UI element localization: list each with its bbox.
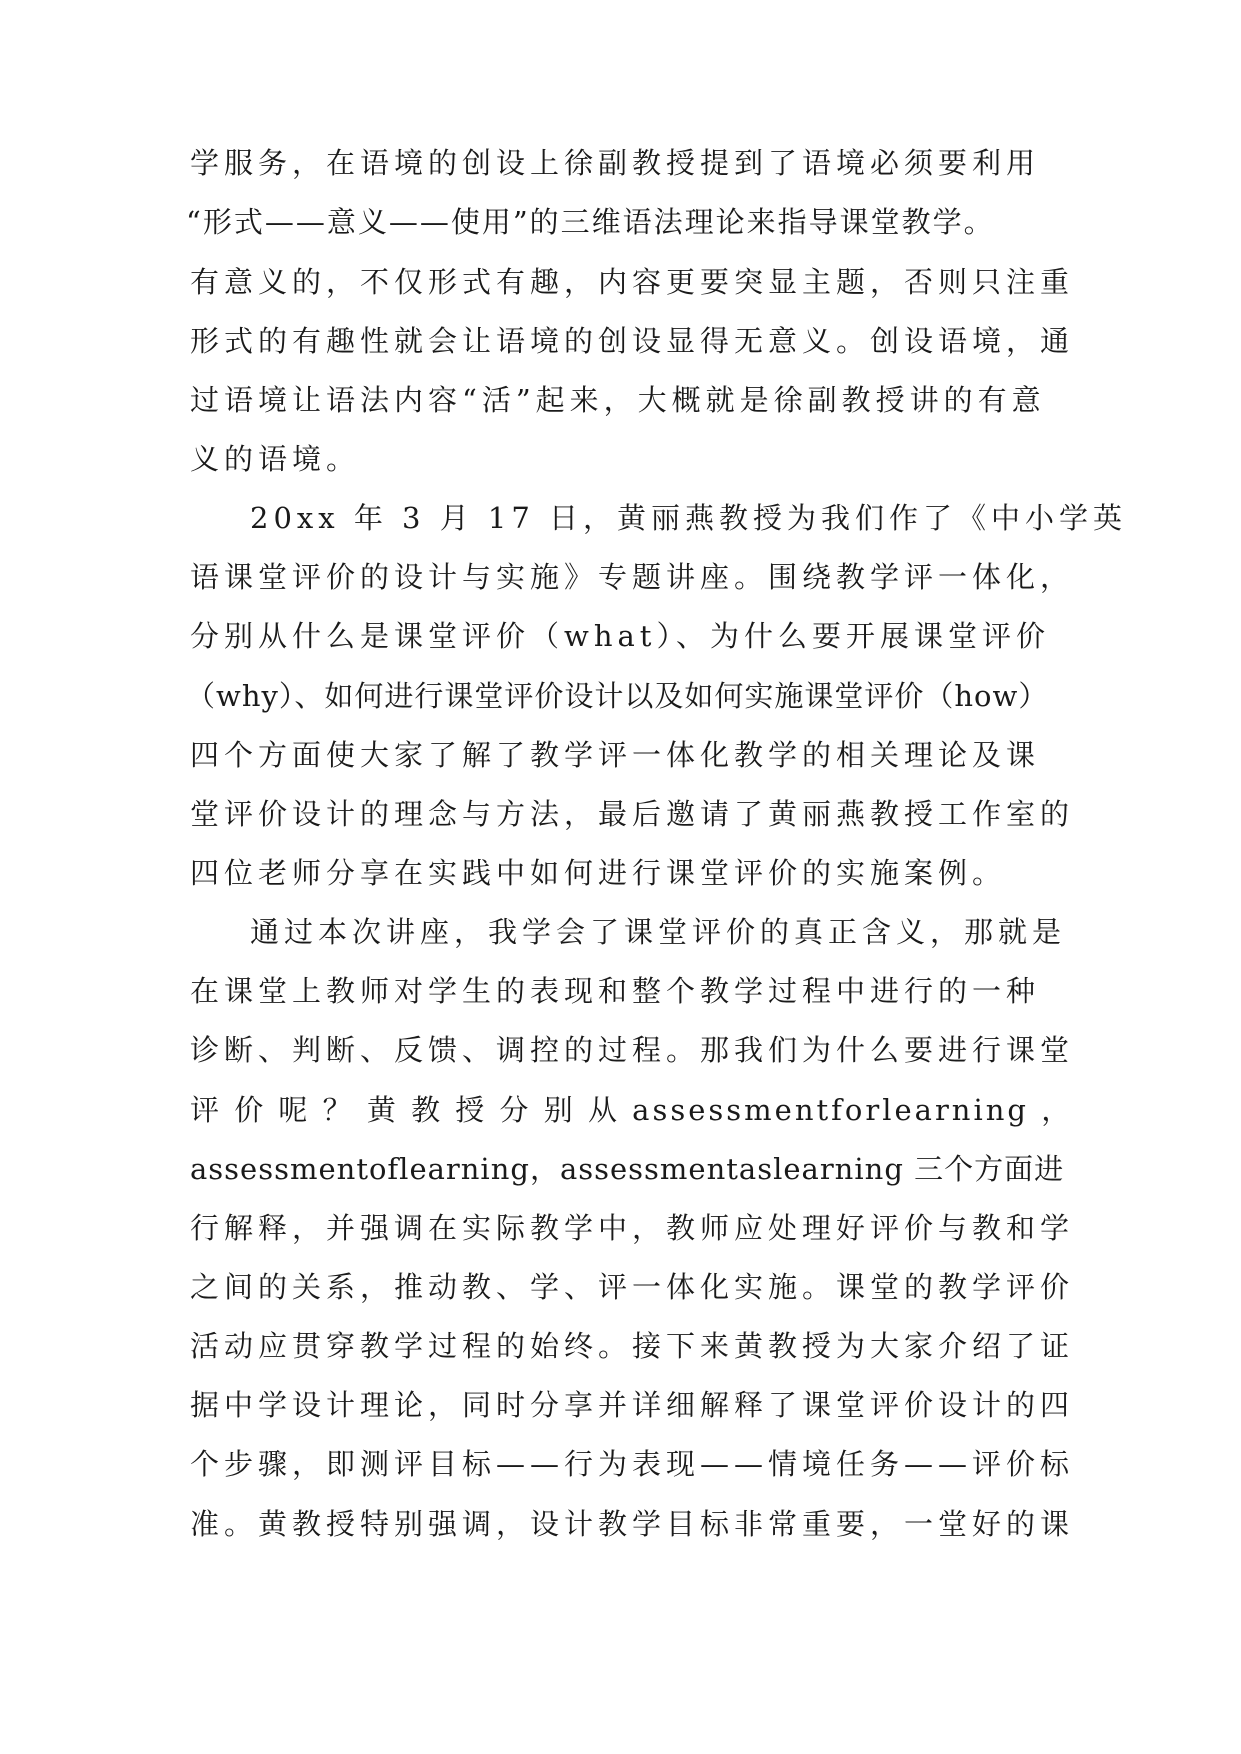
text-line-6: 义的语境。 [190,442,361,476]
text-line-14: 通过本次讲座，我学会了课堂评价的真正含义，那就是 [250,915,1067,949]
text-line-13: 四位老师分享在实践中如何进行课堂评价的实施案例。 [190,856,1007,890]
text-line-23: 个步骤，即测评目标——行为表现——情境任务——评价标 [190,1447,1075,1481]
text-line-9: 分别从什么是课堂评价（what）、为什么要开展课堂评价 [190,619,1050,653]
text-line-2: “形式——意义——使用”的三维语法理论来指导课堂教学。 [186,205,995,239]
text-line-12: 堂评价设计的理念与方法，最后邀请了黄丽燕教授工作室的 [190,797,1075,831]
text-line-20: 之间的关系，推动教、学、评一体化实施。课堂的教学评价 [190,1270,1075,1304]
text-line-17: 评 价 呢 ？ 黄 教 授 分 别 从 assessmentforlearning ， [190,1093,1074,1127]
text-line-4: 形式的有趣性就会让语境的创设显得无意义。创设语境，通 [190,324,1075,358]
text-line-3: 有意义的，不仅形式有趣，内容更要突显主题，否则只注重 [190,265,1075,299]
text-line-18: assessmentoflearning，assessmentaslearning 三个方面进 [190,1152,1065,1186]
text-line-19: 行解释，并强调在实际教学中，教师应处理好评价与教和学 [190,1211,1075,1245]
text-line-16: 诊断、判断、反馈、调控的过程。那我们为什么要进行课堂 [190,1033,1075,1067]
text-line-10: （why）、如何进行课堂评价设计以及如何实施课堂评价（how） [186,679,1049,713]
text-line-1: 学服务，在语境的创设上徐副教授提到了语境必须要利用 [190,146,1041,180]
text-line-21: 活动应贯穿教学过程的始终。接下来黄教授为大家介绍了证 [190,1329,1075,1363]
text-line-22: 据中学设计理论，同时分享并详细解释了课堂评价设计的四 [190,1388,1075,1422]
text-line-15: 在课堂上教师对学生的表现和整个教学过程中进行的一种 [190,974,1041,1008]
text-line-7: 20xx 年 3 月 17 日，黄丽燕教授为我们作了《中小学英 [250,501,1128,535]
text-line-5: 过语境让语法内容“活”起来，大概就是徐副教授讲的有意 [190,383,1046,417]
text-line-8: 语课堂评价的设计与实施》专题讲座。围绕教学评一体化， [190,560,1075,594]
text-line-24: 准。黄教授特别强调，设计教学目标非常重要，一堂好的课 [190,1507,1075,1541]
text-line-11: 四个方面使大家了解了教学评一体化教学的相关理论及课 [190,738,1041,772]
